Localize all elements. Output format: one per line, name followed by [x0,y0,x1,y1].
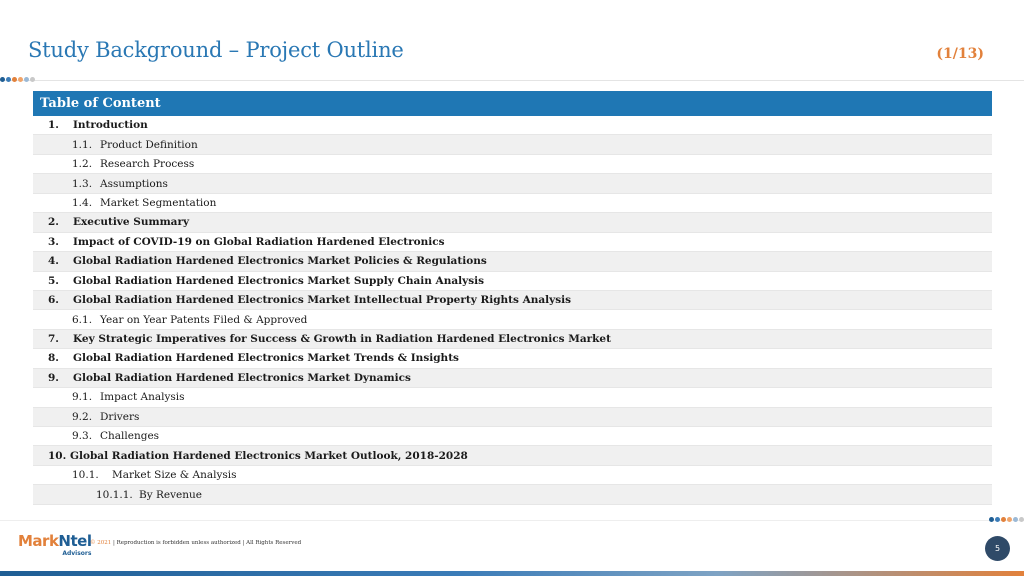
header-divider [0,80,1024,81]
toc-row-text: Executive Summary [73,216,190,229]
decorative-dot [12,77,17,82]
decorative-dot [1007,517,1012,522]
copyright-text: | Reproduction is forbidden unless authorized | All Rights Reserved [111,540,302,546]
toc-row [33,310,992,329]
toc-row [33,349,992,368]
toc-row [33,272,992,291]
toc-row [33,213,992,232]
toc-row-text: Assumptions [100,177,168,190]
copyright-year: © 2021 [90,540,112,546]
toc-row [33,427,992,446]
logo-subtitle: Advisors [62,550,92,557]
toc-row-text: Global Radiation Hardened Electronics Market Trends & Insights [73,352,459,365]
toc-row-number: 9.2. [72,410,93,423]
toc-row [33,116,992,135]
toc-row-number: 6.1. [72,313,93,326]
toc-row-text: Impact of COVID-19 on Global Radiation Hardened Electronics [73,235,445,248]
table-of-contents [33,91,992,505]
toc-row-number: 6. [48,294,59,307]
toc-row-text: Global Radiation Hardened Electronics Market Outlook, 2018-2028 [70,449,468,462]
decorative-dot [989,517,994,522]
decorative-dot [24,77,29,82]
toc-row [33,135,992,154]
toc-row-number: 1.1. [72,138,93,151]
toc-row [33,194,992,213]
toc-row [33,330,992,349]
toc-row [33,252,992,271]
toc-row-text: Drivers [100,410,140,423]
toc-row-number: 5. [48,274,59,287]
decorative-dots-top [0,77,35,82]
toc-row-text: By Revenue [139,488,202,501]
toc-row-number: 9. [48,371,59,384]
toc-row-text: Global Radiation Hardened Electronics Market Supply Chain Analysis [73,274,485,287]
toc-rows [33,116,992,505]
toc-row-number: 1. [48,119,59,132]
toc-row-number: 1.2. [72,158,93,171]
toc-row-text: Market Segmentation [100,196,217,209]
decorative-dots-bottom [989,517,1024,522]
decorative-dot [6,77,11,82]
decorative-dot [30,77,35,82]
toc-row-number: 4. [48,255,59,268]
toc-row-number: 1.4. [72,196,93,209]
toc-row [33,155,992,174]
toc-row [33,291,992,310]
toc-row-text: Key Strategic Imperatives for Success & Growth in Radiation Hardened Electronics Market [73,333,611,346]
toc-row-text: Global Radiation Hardened Electronics Market Policies & Regulations [73,255,487,268]
toc-row-number: 9.3. [72,430,93,443]
toc-row [33,174,992,193]
toc-row-number: 8. [48,352,59,365]
toc-row [33,388,992,407]
toc-row [33,466,992,485]
decorative-dot [18,77,23,82]
toc-row [33,485,992,504]
toc-row-text: Global Radiation Hardened Electronics Market Dynamics [73,371,411,384]
page-counter: (1/13) [936,46,984,62]
toc-row-number: 2. [48,216,59,229]
toc-row-number: 7. [48,333,59,346]
toc-row-number: 10.1. [72,469,99,482]
toc-row-number: 10.1.1. [96,488,133,501]
decorative-dot [0,77,5,82]
toc-row [33,408,992,427]
logo-mark-text: Mark [18,532,59,550]
marknetl-logo [18,534,91,557]
toc-row [33,369,992,388]
toc-row-text: Product Definition [100,138,198,151]
toc-row-number: 9.1. [72,391,93,404]
page-number-badge: 5 [985,536,1010,561]
toc-row [33,446,992,465]
toc-row-number: 3. [48,235,59,248]
decorative-dot [1013,517,1018,522]
page-title: Study Background – Project Outline [28,38,404,62]
decorative-dot [995,517,1000,522]
toc-row-text: Market Size & Analysis [112,469,237,482]
decorative-dot [1019,517,1024,522]
toc-heading: Table of Content [33,91,992,116]
toc-row [33,233,992,252]
toc-row-number: 1.3. [72,177,93,190]
logo-ntel-text: Ntel [58,532,92,550]
footer-color-bar [0,571,1024,576]
toc-row-text: Research Process [100,158,195,171]
toc-row-text: Global Radiation Hardened Electronics Market Intellectual Property Rights Analysis [73,294,572,307]
toc-row-text: Introduction [73,119,148,132]
toc-row-number: 10. [48,449,67,462]
decorative-dot [1001,517,1006,522]
copyright-notice [90,540,301,546]
toc-row-text: Challenges [100,430,160,443]
toc-row-text: Year on Year Patents Filed & Approved [100,313,308,326]
footer-divider [0,520,1024,521]
toc-row-text: Impact Analysis [100,391,185,404]
